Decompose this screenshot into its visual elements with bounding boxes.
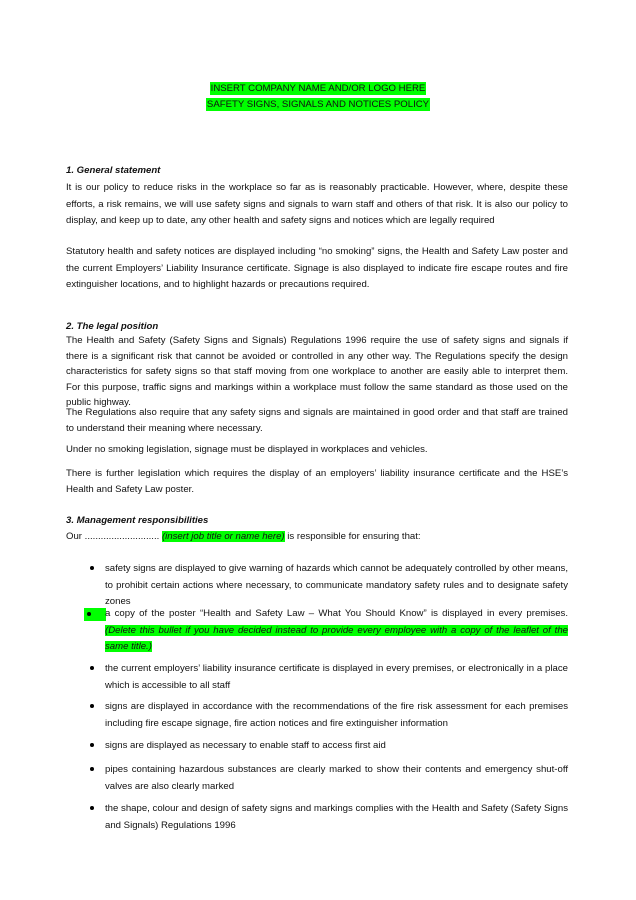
list-item-text: signs are displayed as necessary to enable staff to access first aid [105,740,386,751]
bullet-icon [84,608,106,621]
intro-prefix: Our ............................ [66,531,162,542]
policy-title [0,98,636,111]
section-heading-management-responsibilities: 3. Management responsibilities [66,515,209,526]
section-heading-legal-position: 2. The legal position [66,321,159,332]
intro-suffix: is responsible for ensuring that: [284,531,421,542]
list-item-text: signs are displayed in accordance with the recommendations of the fire risk assessment for each premises including fire escape signage, fire action notices and fire extinguisher information [105,701,568,729]
section-heading-general-statement: 1. General statement [66,165,161,176]
delete-bullet-note: (Delete this bullet if you have decided instead to provide every employee with a copy of the leaflet of the same title.) [105,624,568,652]
paragraph: There is further legislation which requires the display of an employers’ liability insurance certificate and the HSE’s Health and Safety Law poster. [66,468,568,495]
paragraph: It is our policy to reduce risks in the workplace so far as is reasonably practicable. However, where, despite these efforts, a risk remains, we will use safety signs and signals to warn staff and others of that risk. It is also our policy to display, and keep up to date, any other health and safety signs and notices which are legally required [66,182,568,226]
bullet-icon [86,661,100,675]
bullet-icon [86,699,100,713]
paragraph: Statutory health and safety notices are displayed including “no smoking” signs, the Health and Safety Law poster and the current Employers’ Liability Insurance certificate. Signage is also displayed to indicate fire escape routes and fire extinguisher locations, and to highlight hazards or precautions required. [66,246,568,290]
responsibility-intro [66,529,568,546]
list-item-text: pipes containing hazardous substances are clearly marked to show their contents and emergency shut-off valves are also clearly marked [105,764,568,792]
paragraph: The Regulations also require that any safety signs and signals are maintained in good order and that staff are trained to understand their meaning where necessary. [66,407,568,434]
poster-bullet-text: a copy of the poster “Health and Safety Law – What You Should Know” is displayed in every premises. [105,608,568,619]
list-item-text: the current employers’ liability insurance certificate is displayed in every premises, or electronically in a place which is accessible to all staff [105,663,568,691]
bullet-icon [86,762,100,776]
policy-title-text: SAFETY SIGNS, SIGNALS AND NOTICES POLICY [206,99,430,110]
list-item-text: the shape, colour and design of safety signs and markings complies with the Health and Safety (Safety Signs and Signals) Regulations 1996 [105,803,568,831]
bullet-icon [86,561,100,575]
list-item-text [105,606,568,656]
paragraph: The Health and Safety (Safety Signs and Signals) Regulations 1996 require the use of safety signs and signals if there is a significant risk that cannot be avoided or controlled in any other way. The Regulations specify the design characteristics for safety signs so that staff moving from one workplace to another are easily able to interpret them. For this purpose, traffic signs and markings within a workplace must follow the same standard as those used on the public highway. [66,335,568,408]
paragraph: Under no smoking legislation, signage must be displayed in workplaces and vehicles. [66,444,428,455]
list-item-text: safety signs are displayed to give warning of hazards which cannot be adequately controlled by other means, to prohibit certain actions where necessary, to communicate mandatory safety rules and to designate safety zones [105,563,568,607]
bullet-icon [86,738,100,752]
company-name-text: INSERT COMPANY NAME AND/OR LOGO HERE [210,83,426,94]
bullet-icon [86,801,100,815]
job-title-placeholder: (insert job title or name here) [161,531,285,542]
company-name-placeholder [0,82,636,95]
